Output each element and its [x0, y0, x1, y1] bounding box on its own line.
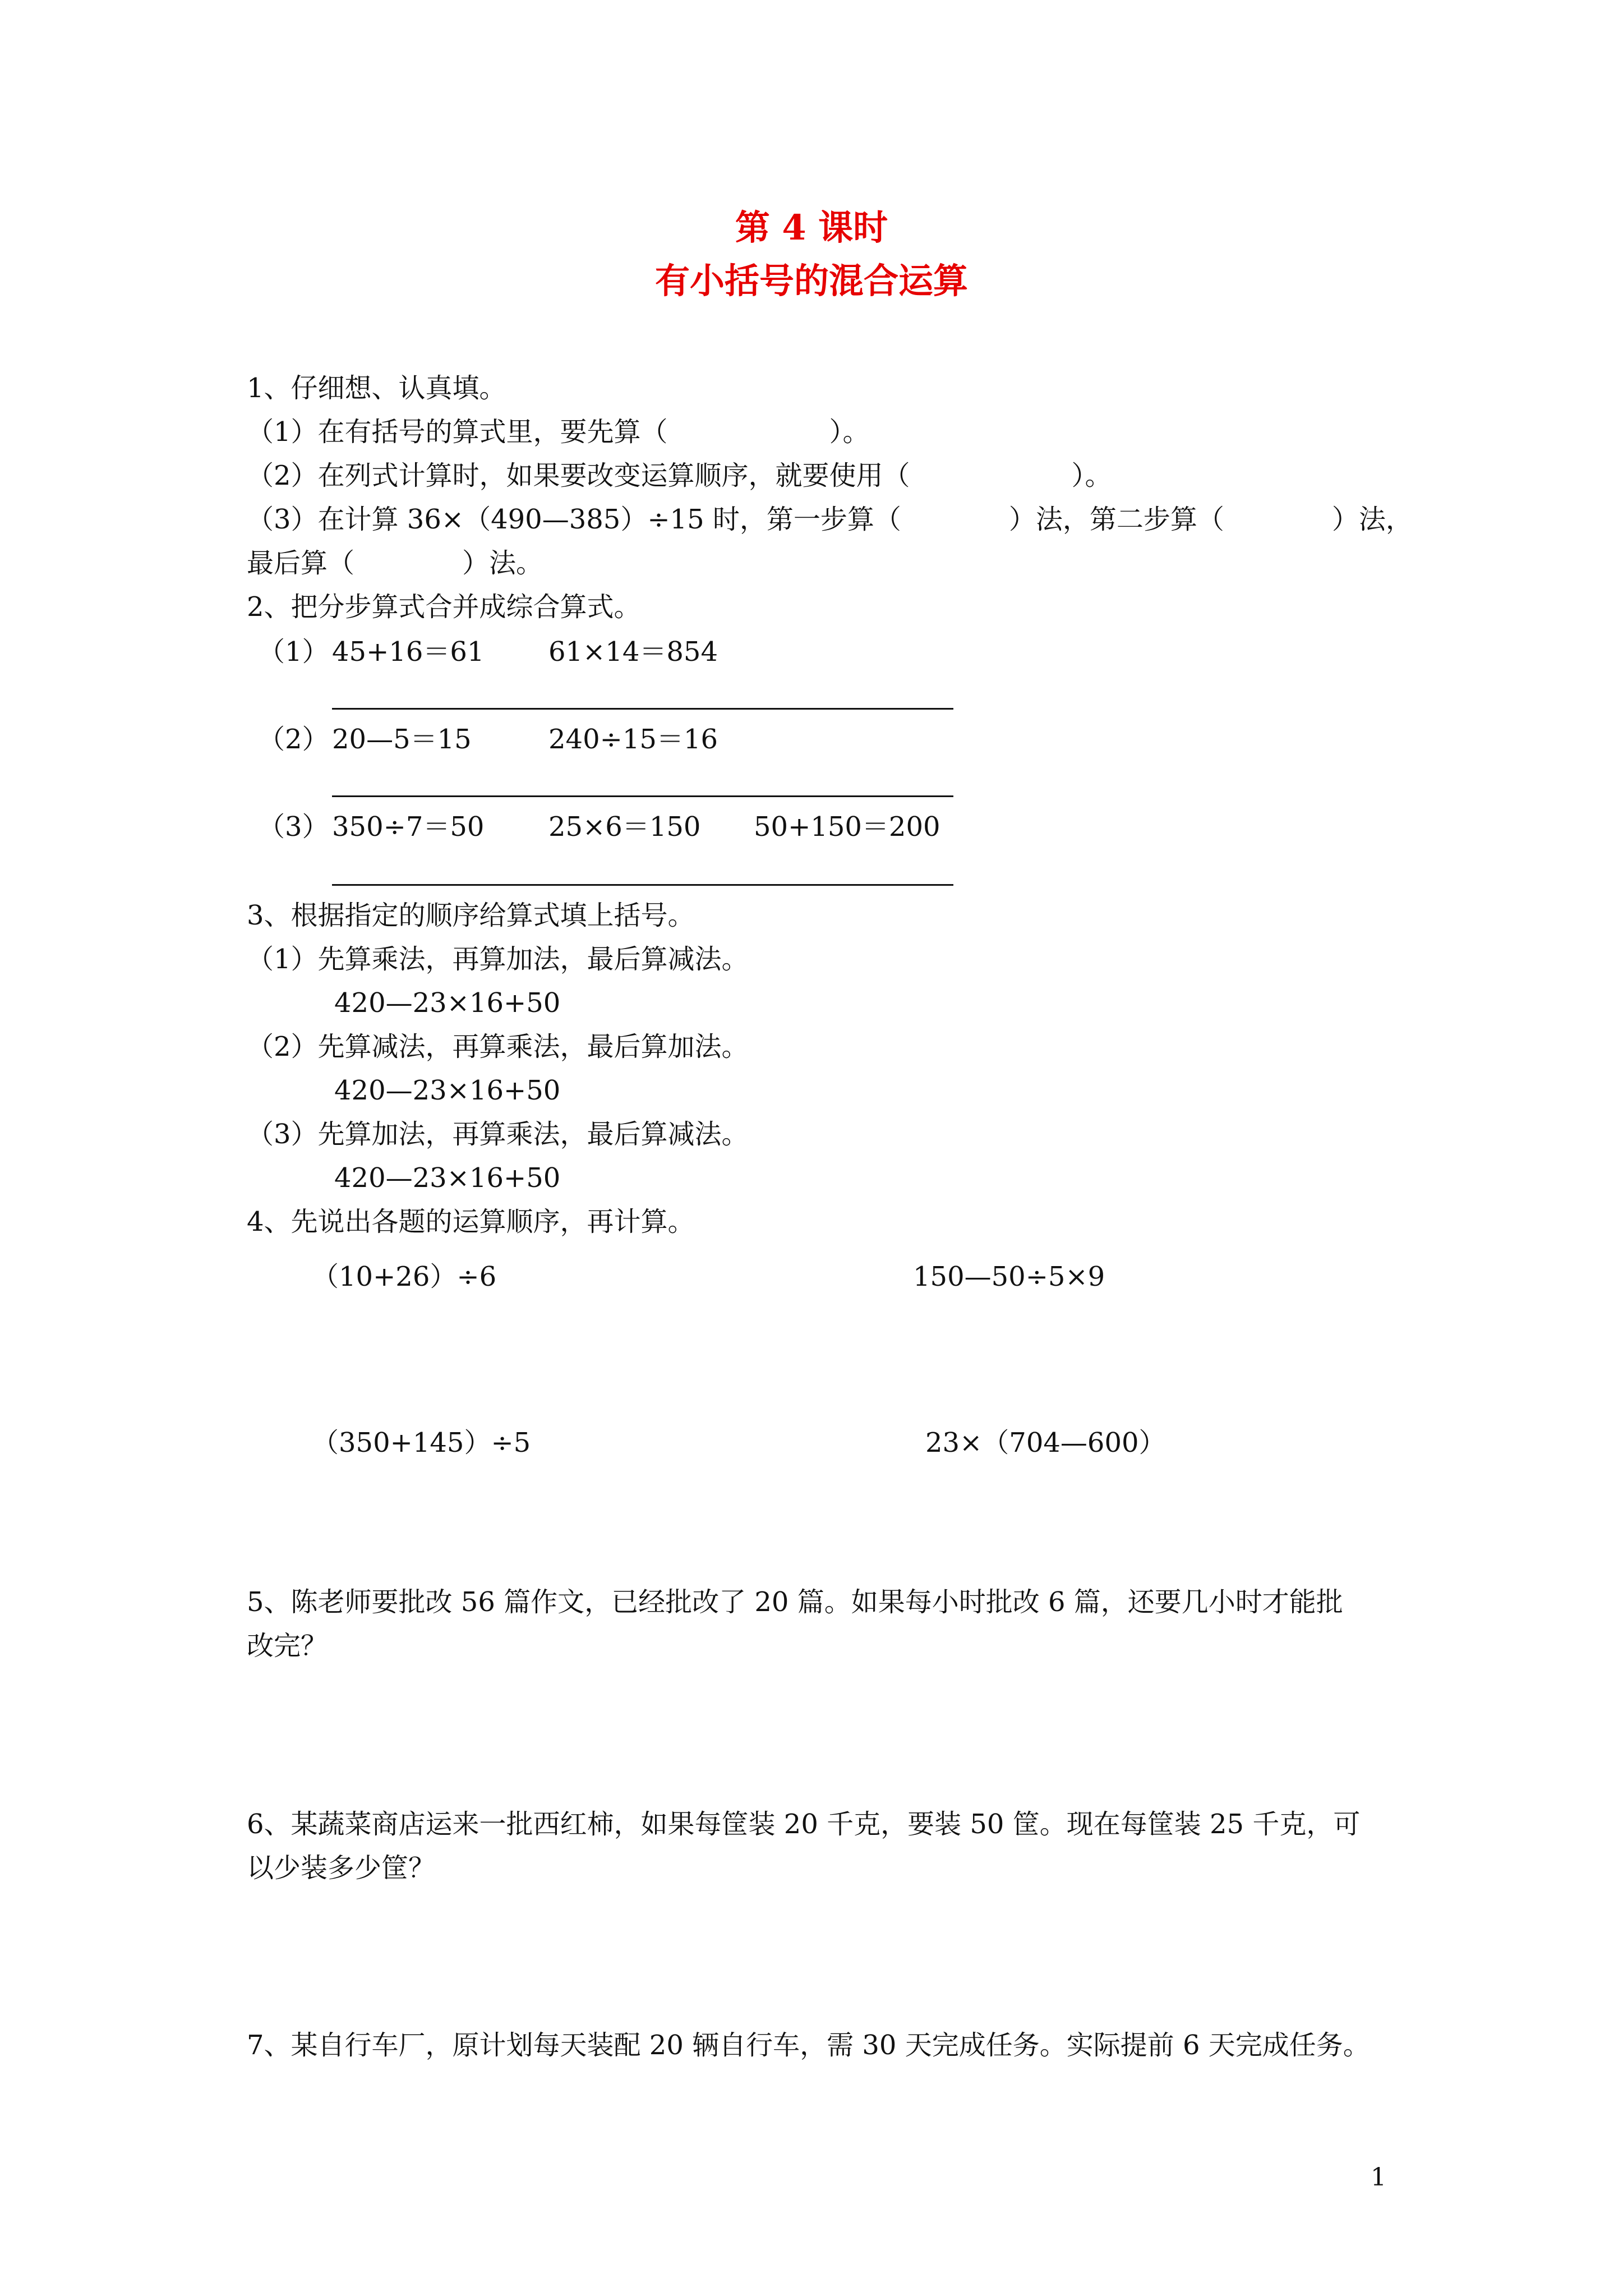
q2-row-3-number: （3） — [258, 811, 329, 843]
q2-row-3-answer-line — [332, 884, 953, 886]
q6-text-line-1: 6、某蔬菜商店运来一批西红柿，如果每筐装 20 千克，要装 50 筐。现在每筐装 25 千克，可 — [247, 1809, 1361, 1840]
q1-item-3: （3）在计算 36×（490—385）÷15 时，第一步算（ ）法，第二步算（ ）法， — [247, 504, 1413, 535]
q2-row-1-number: （1） — [258, 636, 329, 668]
q4-heading: 4、先说出各题的运算顺序，再计算。 — [247, 1206, 695, 1237]
q3-item-1-instruction: （1）先算乘法，再算加法，最后算减法。 — [247, 944, 749, 975]
q4-expression-3: （350+145）÷5 — [312, 1427, 531, 1458]
q2-row-2-step-2: 240÷15＝16 — [548, 724, 718, 755]
q3-item-1-expression: 420—23×16+50 — [334, 987, 561, 1019]
q7-text-line-1: 7、某自行车厂，原计划每天装配 20 辆自行车，需 30 天完成任务。实际提前 6 天完成任务。 — [247, 2030, 1370, 2061]
q2-row-2-number: （2） — [258, 724, 329, 755]
q1-heading: 1、仔细想、认真填。 — [247, 372, 506, 404]
q2-row-1-step-2: 61×14＝854 — [548, 636, 718, 668]
q4-expression-1: （10+26）÷6 — [312, 1261, 497, 1292]
q2-row-3-step-1: 350÷7＝50 — [332, 811, 485, 843]
q1-item-2: （2）在列式计算时，如果要改变运算顺序，就要使用（ ）。 — [247, 460, 1112, 491]
q3-heading: 3、根据指定的顺序给算式填上括号。 — [247, 900, 695, 931]
q3-item-2-instruction: （2）先算减法，再算乘法，最后算加法。 — [247, 1031, 749, 1062]
q3-item-3-instruction: （3）先算加法，再算乘法，最后算减法。 — [247, 1119, 749, 1150]
q2-row-2-step-1: 20—5＝15 — [332, 724, 472, 755]
q5-text-line-1: 5、陈老师要批改 56 篇作文，已经批改了 20 篇。如果每小时批改 6 篇，还要几小时才能批 — [247, 1586, 1343, 1618]
worksheet-title: 有小括号的混合运算 — [654, 260, 968, 301]
q1-item-1: （1）在有括号的算式里，要先算（ ）。 — [247, 416, 870, 448]
q6-text-line-2: 以少装多少筐？ — [247, 1852, 436, 1884]
q2-row-1-step-1: 45+16＝61 — [332, 636, 485, 668]
lesson-number: 第 4 课时 — [735, 207, 888, 248]
q2-row-3-step-3: 50+150＝200 — [754, 811, 940, 843]
q2-row-3-step-2: 25×6＝150 — [548, 811, 701, 843]
q2-heading: 2、把分步算式合并成综合算式。 — [247, 591, 641, 623]
q3-item-2-expression: 420—23×16+50 — [334, 1075, 561, 1106]
page-number: 1 — [1371, 2163, 1386, 2192]
q1-item-3-continued: 最后算（ ）法。 — [247, 547, 543, 579]
q4-expression-4: 23×（704—600） — [925, 1427, 1166, 1458]
q4-expression-2: 150—50÷5×9 — [913, 1261, 1105, 1292]
q3-item-3-expression: 420—23×16+50 — [334, 1162, 561, 1194]
q5-text-line-2: 改完？ — [247, 1630, 328, 1662]
q2-row-1-answer-line — [332, 708, 953, 710]
q2-row-2-answer-line — [332, 795, 953, 797]
